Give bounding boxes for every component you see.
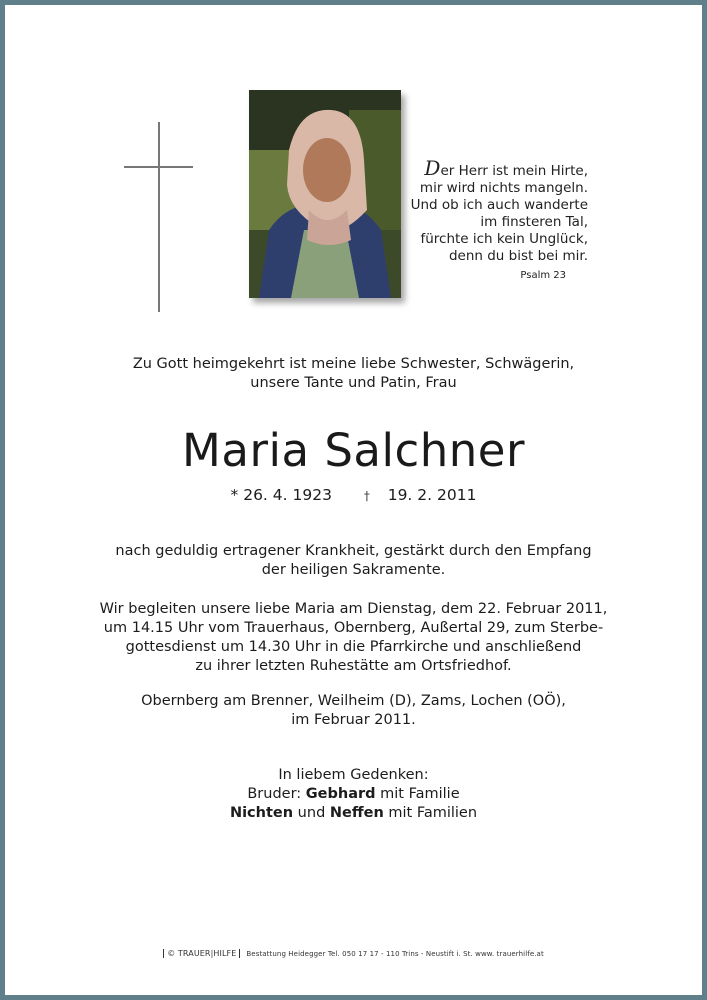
funeral-paragraph bbox=[0, 600, 707, 676]
footer bbox=[0, 949, 707, 958]
psalm-line: im finsteren Tal, bbox=[480, 214, 588, 230]
mourner-text: mit Familien bbox=[383, 805, 478, 821]
trauerhilfe-logo: © TRAUER|HILFE bbox=[163, 949, 240, 958]
psalm-line: mir wird nichts mangeln. bbox=[419, 180, 588, 196]
mourners-heading: In liebem Gedenken: bbox=[278, 767, 429, 783]
mourners-line bbox=[0, 785, 707, 804]
mourner-text: Bruder: bbox=[247, 786, 306, 802]
paragraph-line: nach geduldig ertragener Krankheit, gestärkt durch den Empfang bbox=[115, 543, 592, 559]
life-dates bbox=[0, 486, 707, 504]
paragraph-line: Wir begleiten unsere liebe Maria am Dienstag, dem 22. Februar 2011, bbox=[99, 601, 608, 617]
paragraph-line: der heiligen Sakramente. bbox=[261, 562, 446, 578]
intro-line: Zu Gott heimgekehrt ist meine liebe Schwester, Schwägerin, bbox=[132, 356, 575, 372]
psalm-dropcap: D bbox=[424, 156, 441, 180]
mourners-section bbox=[0, 766, 707, 823]
death-date: 19. 2. 2011 bbox=[387, 486, 477, 504]
psalm-quote bbox=[408, 156, 588, 284]
portrait-photo bbox=[249, 90, 401, 298]
cross-vertical-bar bbox=[158, 122, 160, 312]
psalm-line: er Herr ist mein Hirte, bbox=[440, 163, 588, 179]
places-paragraph bbox=[0, 692, 707, 730]
paragraph-line: im Februar 2011. bbox=[291, 712, 416, 728]
mourner-name: Neffen bbox=[329, 805, 384, 821]
paragraph-line: gottesdienst um 14.30 Uhr in die Pfarrkirche und anschließend bbox=[125, 639, 582, 655]
paragraph-line: um 14.15 Uhr vom Trauerhaus, Obernberg, Außertal 29, zum Sterbe- bbox=[103, 620, 604, 636]
paragraph-line: Obernberg am Brenner, Weilheim (D), Zams, Lochen (OÖ), bbox=[141, 693, 566, 709]
intro-text bbox=[0, 355, 707, 393]
cross-horizontal-bar bbox=[124, 166, 193, 168]
footer-text: Bestattung Heidegger Tel. 050 17 17 - 110 Trins - Neustift i. St. www. trauerhilfe.at bbox=[246, 950, 544, 958]
psalm-line: Und ob ich auch wanderte bbox=[410, 197, 588, 213]
illness-paragraph bbox=[0, 542, 707, 580]
birth-date: * 26. 4. 1923 bbox=[230, 486, 332, 504]
mourners-line bbox=[0, 804, 707, 823]
mourner-text: und bbox=[293, 805, 330, 821]
intro-line: unsere Tante und Patin, Frau bbox=[250, 375, 457, 391]
death-cross-icon: † bbox=[363, 489, 370, 503]
paragraph-line: zu ihrer letzten Ruhestätte am Ortsfriedhof. bbox=[195, 658, 512, 674]
psalm-source: Psalm 23 bbox=[520, 270, 566, 281]
mourner-name: Nichten bbox=[229, 805, 294, 821]
mourner-text: mit Familie bbox=[375, 786, 460, 802]
psalm-line: denn du bist bei mir. bbox=[448, 248, 588, 264]
mourner-name: Gebhard bbox=[305, 786, 376, 802]
psalm-line: fürchte ich kein Unglück, bbox=[420, 231, 588, 247]
deceased-name: Maria Salchner bbox=[182, 424, 525, 477]
